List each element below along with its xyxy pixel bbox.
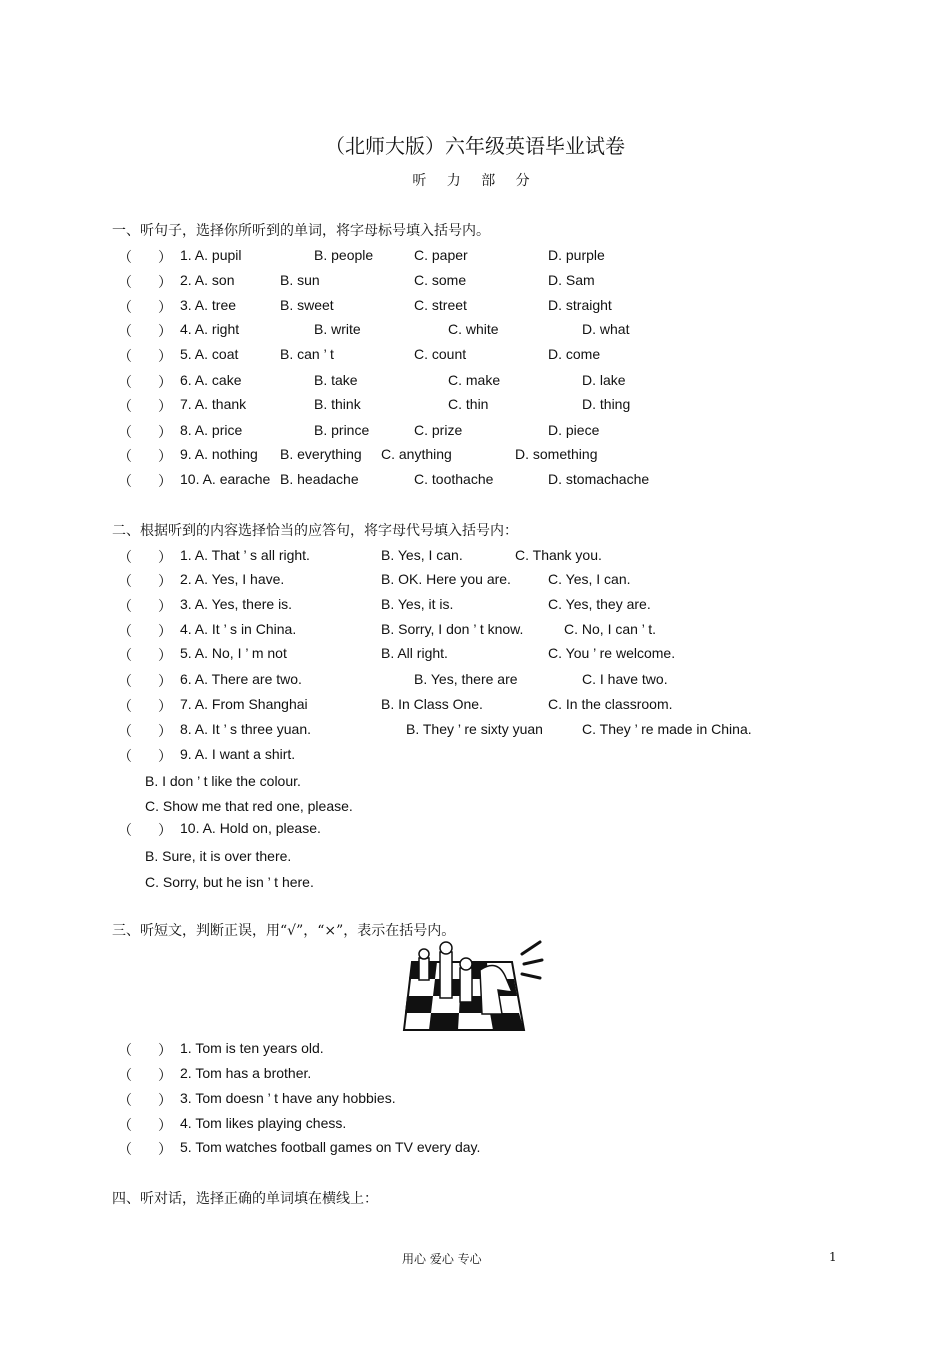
option-b: B. Yes, it is. bbox=[381, 596, 454, 612]
q3-4-paren-open: （ bbox=[118, 1117, 132, 1133]
option-d: D. something bbox=[515, 446, 598, 462]
q2-10-paren-open: （ bbox=[118, 822, 132, 838]
option-c: C. paper bbox=[414, 247, 468, 263]
option-b: B. write bbox=[314, 321, 361, 337]
q2-3-paren-open: （ bbox=[118, 598, 132, 614]
q1-10-paren-open: （ bbox=[118, 473, 132, 489]
option-b: B. Sorry, I don ’ t know. bbox=[381, 621, 524, 637]
option-a: 3. A. tree bbox=[180, 297, 237, 313]
q1-2-paren-open: （ bbox=[118, 274, 132, 290]
option-d: D. piece bbox=[548, 422, 600, 438]
statement-text: 3. Tom doesn ’ t have any hobbies. bbox=[180, 1090, 396, 1106]
q1-3-paren-open: （ bbox=[118, 299, 132, 315]
option-b: B. take bbox=[314, 372, 358, 388]
q9-option-c: C. Show me that red one, please. bbox=[145, 798, 353, 814]
statement-text: 1. Tom is ten years old. bbox=[180, 1040, 324, 1056]
footer-motto: 用心 爱心 专心 bbox=[402, 1252, 482, 1266]
q3-2-paren-open: （ bbox=[118, 1067, 132, 1083]
page-title: （北师大版）六年级英语毕业试卷 bbox=[325, 134, 625, 158]
option-d: D. come bbox=[548, 346, 601, 362]
option-d: D. what bbox=[582, 321, 630, 337]
option-b: B. sun bbox=[280, 272, 320, 288]
option-a: 7. A. From Shanghai bbox=[180, 696, 308, 712]
q1-5-paren-open: （ bbox=[118, 348, 132, 364]
option-b: B. headache bbox=[280, 471, 359, 487]
option-a: 2. A. Yes, I have. bbox=[180, 571, 285, 587]
option-a: 4. A. It ’ s in China. bbox=[180, 621, 297, 637]
q3-1-paren-open: （ bbox=[118, 1042, 132, 1058]
option-c: C. thin bbox=[448, 396, 489, 412]
option-d: D. straight bbox=[548, 297, 612, 313]
q2-7-paren-open: （ bbox=[118, 698, 132, 714]
option-a: 10. A. earache bbox=[180, 471, 271, 487]
q2-3-paren-close: ） bbox=[158, 598, 172, 614]
option-a: 1. A. That ’ s all right. bbox=[180, 547, 310, 563]
option-b: B. think bbox=[314, 396, 361, 412]
option-a: 1. A. pupil bbox=[180, 247, 242, 263]
statement-text: 5. Tom watches football games on TV every day. bbox=[180, 1139, 481, 1155]
option-b: B. In Class One. bbox=[381, 696, 483, 712]
q1-9-paren-open: （ bbox=[118, 448, 132, 464]
option-b: B. everything bbox=[280, 446, 362, 462]
option-c: C. Yes, they are. bbox=[548, 596, 651, 612]
option-b: B. All right. bbox=[381, 645, 448, 661]
option-a: 4. A. right bbox=[180, 321, 240, 337]
option-c: C. street bbox=[414, 297, 467, 313]
q1-6-paren-open: （ bbox=[118, 374, 132, 390]
chess-illustration bbox=[402, 940, 548, 1034]
q1-4-paren-open: （ bbox=[118, 323, 132, 339]
q3-5-paren-open: （ bbox=[118, 1141, 132, 1157]
option-a: 7. A. thank bbox=[180, 396, 247, 412]
option-a: 8. A. price bbox=[180, 422, 243, 438]
statement-text: 4. Tom likes playing chess. bbox=[180, 1115, 347, 1131]
option-c: C. In the classroom. bbox=[548, 696, 673, 712]
option-b: B. prince bbox=[314, 422, 370, 438]
q2-6-paren-close: ） bbox=[158, 673, 172, 689]
option-c: C. white bbox=[448, 321, 499, 337]
q1-7-paren-close: ） bbox=[158, 398, 172, 414]
option-a: 2. A. son bbox=[180, 272, 235, 288]
option-b: B. Yes, there are bbox=[414, 671, 518, 687]
option-a: 9. A. nothing bbox=[180, 446, 258, 462]
q1-1-paren-open: （ bbox=[118, 249, 132, 265]
q3-3-paren-open: （ bbox=[118, 1092, 132, 1108]
option-b: B. can ’ t bbox=[280, 346, 334, 362]
option-c: C. make bbox=[448, 372, 501, 388]
option-c: C. They ’ re made in China. bbox=[582, 721, 752, 737]
q3-2-paren-close: ） bbox=[158, 1067, 172, 1083]
option-c: C. I have two. bbox=[582, 671, 668, 687]
q2-4-paren-close: ） bbox=[158, 623, 172, 639]
option-c: C. Yes, I can. bbox=[548, 571, 631, 587]
option-a: 10. A. Hold on, please. bbox=[180, 820, 321, 836]
q2-4-paren-open: （ bbox=[118, 623, 132, 639]
q1-8-paren-open: （ bbox=[118, 424, 132, 440]
option-c: C. You ’ re welcome. bbox=[548, 645, 676, 661]
option-a: 3. A. Yes, there is. bbox=[180, 596, 293, 612]
option-c: C. some bbox=[414, 272, 467, 288]
option-b: B. OK. Here you are. bbox=[381, 571, 511, 587]
q2-7-paren-close: ） bbox=[158, 698, 172, 714]
q1-4-paren-close: ） bbox=[158, 323, 172, 339]
q2-8-paren-open: （ bbox=[118, 723, 132, 739]
q3-3-paren-close: ） bbox=[158, 1092, 172, 1108]
option-b: B. sweet bbox=[280, 297, 334, 313]
q2-10-paren-close: ） bbox=[158, 822, 172, 838]
option-a: 8. A. It ’ s three yuan. bbox=[180, 721, 311, 737]
option-a: 6. A. There are two. bbox=[180, 671, 302, 687]
q3-1-paren-close: ） bbox=[158, 1042, 172, 1058]
q2-5-paren-open: （ bbox=[118, 647, 132, 663]
q10-option-c: C. Sorry, but he isn ’ t here. bbox=[145, 874, 314, 890]
section4-heading: 四、听对话，选择正确的单词填在横线上： bbox=[112, 1191, 378, 1207]
q2-1-paren-open: （ bbox=[118, 549, 132, 565]
q1-10-paren-close: ） bbox=[158, 473, 172, 489]
option-d: D. purple bbox=[548, 247, 605, 263]
option-d: D. thing bbox=[582, 396, 631, 412]
q1-3-paren-close: ） bbox=[158, 299, 172, 315]
q2-1-paren-close: ） bbox=[158, 549, 172, 565]
q2-9-paren-open: （ bbox=[118, 748, 132, 764]
option-c: C. count bbox=[414, 346, 467, 362]
q1-9-paren-close: ） bbox=[158, 448, 172, 464]
option-a: 5. A. No, I ’ m not bbox=[180, 645, 287, 661]
q2-9-paren-close: ） bbox=[158, 748, 172, 764]
q1-7-paren-open: （ bbox=[118, 398, 132, 414]
page-subtitle: 听 力 部 分 bbox=[412, 173, 538, 189]
option-b: B. Yes, I can. bbox=[381, 547, 463, 563]
option-a: 9. A. I want a shirt. bbox=[180, 746, 296, 762]
option-c: C. prize bbox=[414, 422, 463, 438]
section3-heading: 三、听短文，判断正误，用“√”，“×”，表示在括号内。 bbox=[112, 923, 456, 939]
q3-4-paren-close: ） bbox=[158, 1117, 172, 1133]
option-a: 6. A. cake bbox=[180, 372, 242, 388]
q2-8-paren-close: ） bbox=[158, 723, 172, 739]
q1-5-paren-close: ） bbox=[158, 348, 172, 364]
option-d: D. stomachache bbox=[548, 471, 650, 487]
q2-2-paren-close: ） bbox=[158, 573, 172, 589]
section1-heading: 一、听句子，选择你所听到的单词，将字母标号填入括号内。 bbox=[112, 223, 490, 239]
option-c: C. toothache bbox=[414, 471, 494, 487]
q2-5-paren-close: ） bbox=[158, 647, 172, 663]
option-d: D. Sam bbox=[548, 272, 595, 288]
option-d: D. lake bbox=[582, 372, 626, 388]
option-c: C. Thank you. bbox=[515, 547, 602, 563]
q1-8-paren-close: ） bbox=[158, 424, 172, 440]
q1-1-paren-close: ） bbox=[158, 249, 172, 265]
q10-option-b: B. Sure, it is over there. bbox=[145, 848, 292, 864]
section2-heading: 二、根据听到的内容选择恰当的应答句，将字母代号填入括号内： bbox=[112, 523, 518, 539]
option-a: 5. A. coat bbox=[180, 346, 239, 362]
option-b: B. They ’ re sixty yuan bbox=[406, 721, 543, 737]
q3-5-paren-close: ） bbox=[158, 1141, 172, 1157]
statement-text: 2. Tom has a brother. bbox=[180, 1065, 312, 1081]
option-c: C. No, I can ’ t. bbox=[564, 621, 657, 637]
q9-option-b: B. I don ’ t like the colour. bbox=[145, 773, 301, 789]
q1-6-paren-close: ） bbox=[158, 374, 172, 390]
q2-6-paren-open: （ bbox=[118, 673, 132, 689]
option-c: C. anything bbox=[381, 446, 452, 462]
q2-2-paren-open: （ bbox=[118, 573, 132, 589]
q1-2-paren-close: ） bbox=[158, 274, 172, 290]
page-number: 1 bbox=[829, 1250, 837, 1264]
option-b: B. people bbox=[314, 247, 374, 263]
